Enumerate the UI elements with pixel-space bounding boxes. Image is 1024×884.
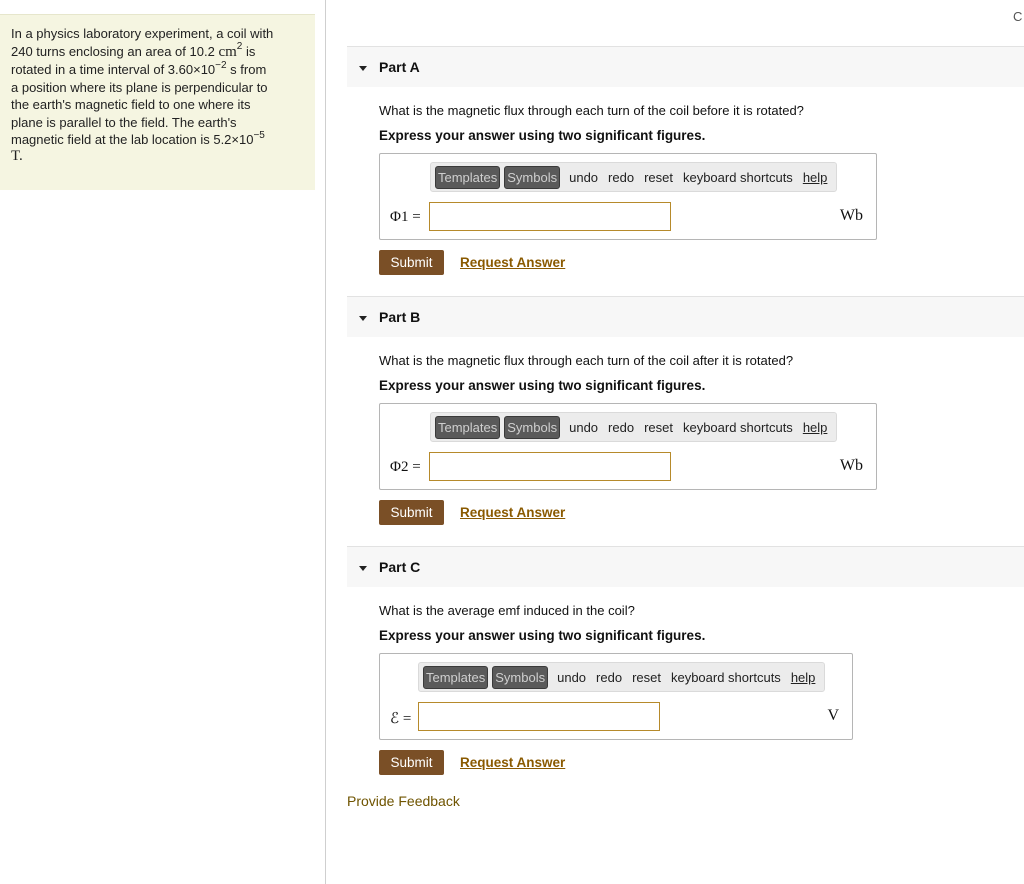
problem-text: 240 turns enclosing an area of 10.2 [11, 43, 219, 59]
symbols-button[interactable]: Symbols [504, 166, 560, 189]
part-title: Part C [379, 559, 421, 575]
reset-button[interactable]: reset [644, 419, 673, 435]
problem-line [11, 61, 305, 79]
unit-label: V [827, 707, 839, 724]
submit-button[interactable]: Submit [379, 250, 444, 275]
problem-line [11, 131, 305, 149]
undo-button[interactable]: undo [557, 669, 587, 685]
problem-line [11, 43, 305, 62]
answer-input[interactable] [429, 452, 671, 481]
templates-button[interactable]: Templates [423, 666, 488, 689]
answer-input[interactable] [418, 702, 660, 731]
part-c [347, 546, 1024, 775]
time-exponent: −2 [215, 59, 227, 71]
question-text: What is the magnetic flux through each turn of the coil before it is rotated? [379, 103, 804, 118]
answer-editor [379, 403, 877, 490]
editor-toolbar [418, 662, 825, 692]
unit-label: Wb [839, 457, 863, 474]
part-a [347, 46, 1024, 275]
question-text: What is the average emf induced in the coil? [379, 603, 635, 618]
problem-text: is [242, 43, 256, 59]
undo-button[interactable]: undo [569, 169, 599, 185]
part-a-header[interactable] [347, 46, 1024, 87]
corner-label: C [1013, 9, 1023, 24]
provide-feedback-link[interactable]: Provide Feedback [347, 793, 460, 809]
help-link[interactable]: help [802, 419, 828, 435]
templates-button[interactable]: Templates [435, 416, 500, 439]
keyboard-shortcuts-link[interactable]: keyboard shortcuts [682, 419, 793, 435]
editor-toolbar [430, 412, 837, 442]
parts-panel [347, 46, 1024, 775]
reset-button[interactable]: reset [644, 169, 673, 185]
part-title: Part A [379, 59, 420, 75]
request-answer-link[interactable]: Request Answer [460, 254, 566, 270]
problem-line: In a physics laboratory experiment, a coil with [11, 26, 274, 41]
problem-text: rotated in a time interval of 3.60×10 [11, 62, 216, 77]
answer-label: Φ2 = [390, 459, 421, 475]
area-unit: cm [218, 43, 237, 60]
part-c-header[interactable] [347, 546, 1024, 587]
answer-label: Φ1 = [390, 209, 421, 225]
field-exponent: −5 [253, 129, 265, 141]
problem-text: magnetic field at the lab location is 5.2×10 [11, 132, 254, 147]
area-exponent: 2 [236, 41, 243, 53]
answer-label: ℰ = [390, 711, 412, 727]
instruction-text: Express your answer using two significant figures. [379, 628, 706, 643]
request-answer-link[interactable]: Request Answer [460, 754, 566, 770]
templates-button[interactable]: Templates [435, 166, 500, 189]
redo-button[interactable]: redo [596, 669, 623, 685]
instruction-text: Express your answer using two significant figures. [379, 128, 706, 143]
part-b-header[interactable] [347, 296, 1024, 337]
answer-editor [379, 153, 877, 240]
request-answer-link[interactable]: Request Answer [460, 504, 566, 520]
editor-toolbar [430, 162, 837, 192]
caret-down-icon [359, 566, 367, 571]
reset-button[interactable]: reset [632, 669, 661, 685]
question-text: What is the magnetic flux through each turn of the coil after it is rotated? [379, 353, 794, 368]
instruction-text: Express your answer using two significant figures. [379, 378, 706, 393]
keyboard-shortcuts-link[interactable]: keyboard shortcuts [682, 169, 793, 185]
help-link[interactable]: help [802, 169, 828, 185]
symbols-button[interactable]: Symbols [504, 416, 560, 439]
redo-button[interactable]: redo [608, 169, 635, 185]
field-unit: T. [11, 147, 23, 164]
keyboard-shortcuts-link[interactable]: keyboard shortcuts [670, 669, 781, 685]
caret-down-icon [359, 316, 367, 321]
caret-down-icon [359, 66, 367, 71]
undo-button[interactable]: undo [569, 419, 599, 435]
submit-button[interactable]: Submit [379, 500, 444, 525]
submit-button[interactable]: Submit [379, 750, 444, 775]
answer-editor [379, 653, 853, 740]
answer-input[interactable] [429, 202, 671, 231]
part-title: Part B [379, 309, 421, 325]
problem-line: a position where its plane is perpendicular to [11, 79, 268, 95]
problem-line: plane is parallel to the field. The earth's [11, 114, 237, 130]
pane-divider [325, 0, 326, 884]
problem-text: s from [226, 62, 267, 77]
problem-statement [0, 14, 315, 190]
symbols-button[interactable]: Symbols [492, 666, 548, 689]
redo-button[interactable]: redo [608, 419, 635, 435]
problem-line: the earth's magnetic field to one where its [11, 97, 251, 112]
unit-label: Wb [839, 207, 863, 224]
help-link[interactable]: help [790, 669, 816, 685]
part-b [347, 296, 1024, 525]
